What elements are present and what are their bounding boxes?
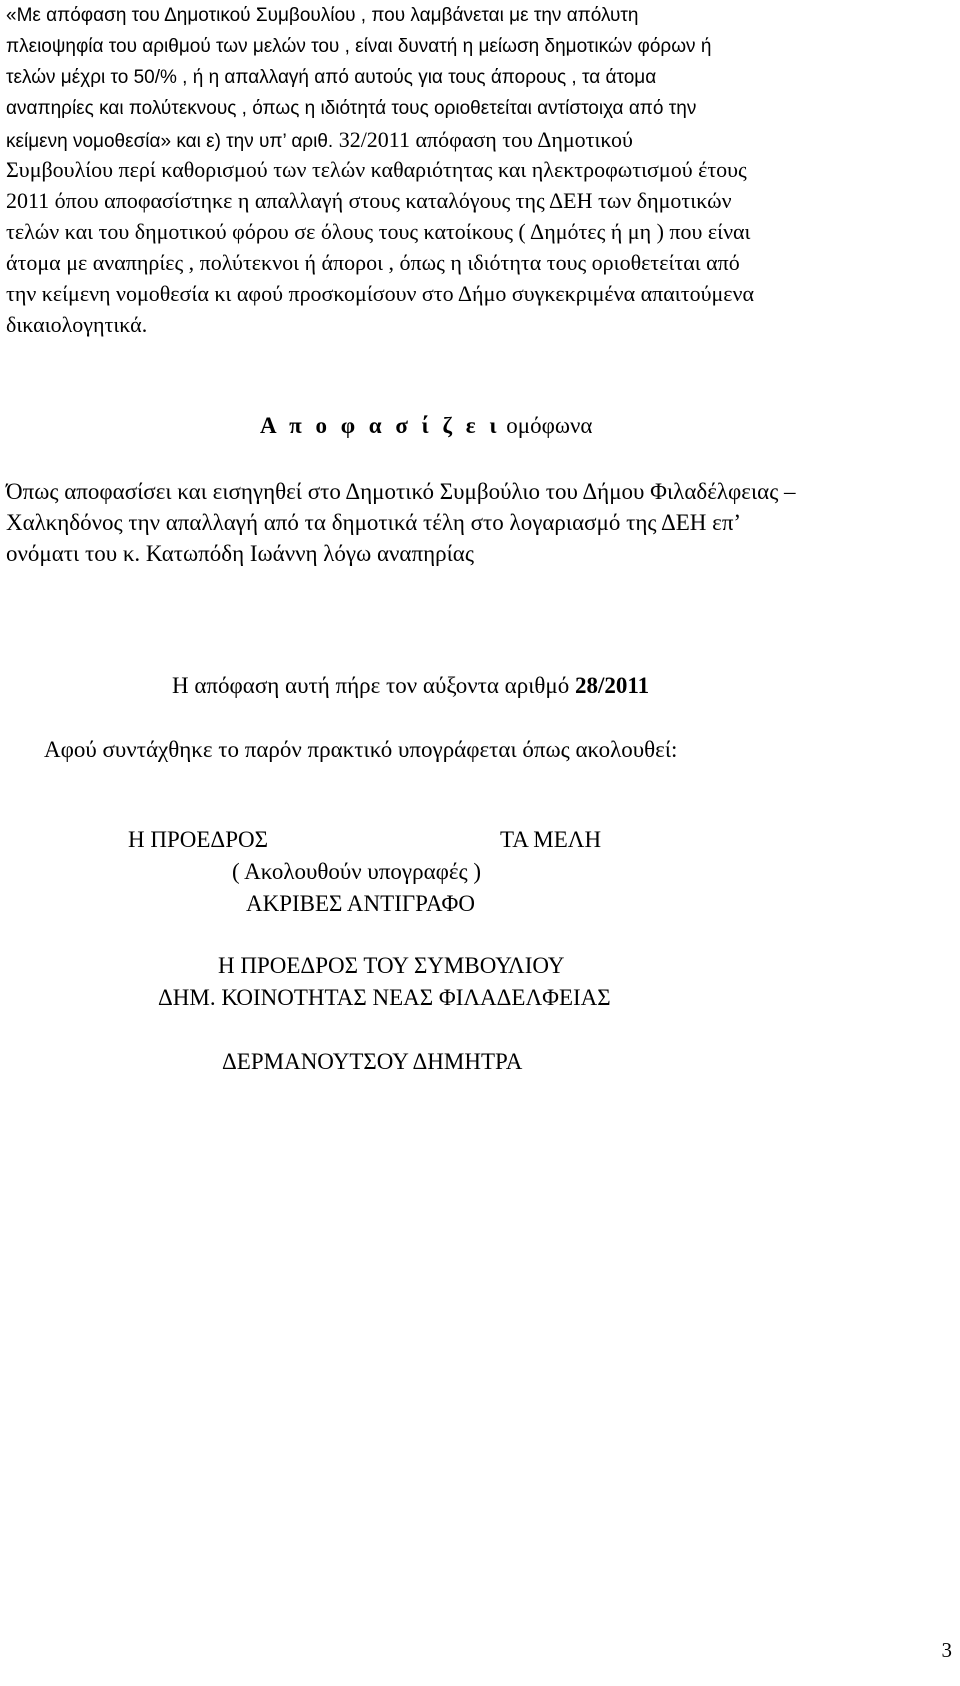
paragraph1-line-5-sans: κείμενη νομοθεσία» και ε) την υπ’ αριθ. — [6, 131, 334, 152]
decision-heading-rest: ομόφωνα — [500, 413, 593, 438]
paragraph1-line-1: «Με απόφαση του Δημοτικού Συμβουλίου , που λαμβάνεται με την απόλυτη — [6, 5, 639, 26]
paragraph1-line-2: πλειοψηφία του αριθμού των μελών του , είναι δυνατή η μείωση δημοτικών φόρων ή — [6, 36, 712, 57]
paragraph2-line-2: Χαλκηδόνος την απαλλαγή από τα δημοτικά τέλη στο λογαριασμό της ΔΕΗ επ’ — [6, 510, 742, 535]
signatory-name: ΔΕΡΜΑΝΟΥΤΣΟΥ ΔΗΜΗΤΡΑ — [222, 1049, 523, 1074]
paragraph2-line-1: Όπως αποφασίσει και εισηγηθεί στο Δημοτικό Συμβούλιο του Δήμου Φιλαδέλφειας – — [6, 479, 796, 504]
paragraph1-line-5 — [6, 126, 633, 156]
decision-heading — [260, 412, 592, 440]
decision-number: 28/2011 — [575, 673, 650, 698]
paragraph1-line-5-serif: 32/2011 απόφαση του Δημοτικού — [333, 127, 633, 152]
decision-number-text: Η απόφαση αυτή πήρε τον αύξοντα αριθμό — [172, 673, 575, 698]
paragraph1-line-4: αναπηρίες και πολύτεκνους , όπως η ιδιότητά τους οριοθετείται αντίστοιχα από την — [6, 98, 697, 119]
paragraph1-serif-line-1: Συμβουλίου περί καθορισμού των τελών καθαριότητας και ηλεκτροφωτισμού έτους — [6, 157, 747, 182]
paragraph1-serif-line-4: άτομα με αναπηρίες , πολύτεκνοι ή άποροι , όπως η ιδιότητα τους οριοθετείται από — [6, 250, 740, 275]
decision-heading-bold: Α π ο φ α σ ί ζ ε ι — [260, 413, 501, 438]
paragraph1-serif-line-6: δικαιολογητικά. — [6, 312, 148, 337]
paragraph1-serif-line-5: την κείμενη νομοθεσία κι αφού προσκομίσουν στο Δήμο συγκεκριμένα απαιτούμενα — [6, 281, 754, 306]
true-copy: ΑΚΡΙΒΕΣ ΑΝΤΙΓΡΑΦΟ — [246, 891, 475, 916]
members-label: ΤΑ ΜΕΛΗ — [500, 827, 602, 852]
paragraph1-serif-line-3: τελών και του δημοτικού φόρου σε όλους τους κατοίκους ( Δημότες ή μη ) που είναι — [6, 219, 751, 244]
paragraph1-serif-line-2: 2011 όπου αποφασίστηκε η απαλλαγή στους καταλόγους της ΔΕΗ των δημοτικών — [6, 188, 732, 213]
page-number: 3 — [941, 1638, 952, 1662]
community-name: ΔΗΜ. ΚΟΙΝΟΤΗΤΑΣ ΝΕΑΣ ΦΙΛΑΔΕΛΦΕΙΑΣ — [158, 985, 611, 1010]
signing-note: Αφού συντάχθηκε το παρόν πρακτικό υπογράφεται όπως ακολουθεί: — [44, 737, 678, 762]
paragraph2-line-3: ονόματι του κ. Κατωπόδη Ιωάννη λόγω αναπηρίας — [6, 541, 474, 566]
signatures-follow: ( Ακολουθούν υπογραφές ) — [232, 859, 482, 884]
decision-number-line — [172, 672, 649, 700]
paragraph1-line-3: τελών μέχρι το 50/% , ή η απαλλαγή από αυτούς για τους άπορους , τα άτομα — [6, 67, 657, 88]
council-president: Η ΠΡΟΕΔΡΟΣ ΤΟΥ ΣΥΜΒΟΥΛΙΟΥ — [218, 953, 565, 978]
president-label: Η ΠΡΟΕΔΡΟΣ — [128, 827, 268, 852]
